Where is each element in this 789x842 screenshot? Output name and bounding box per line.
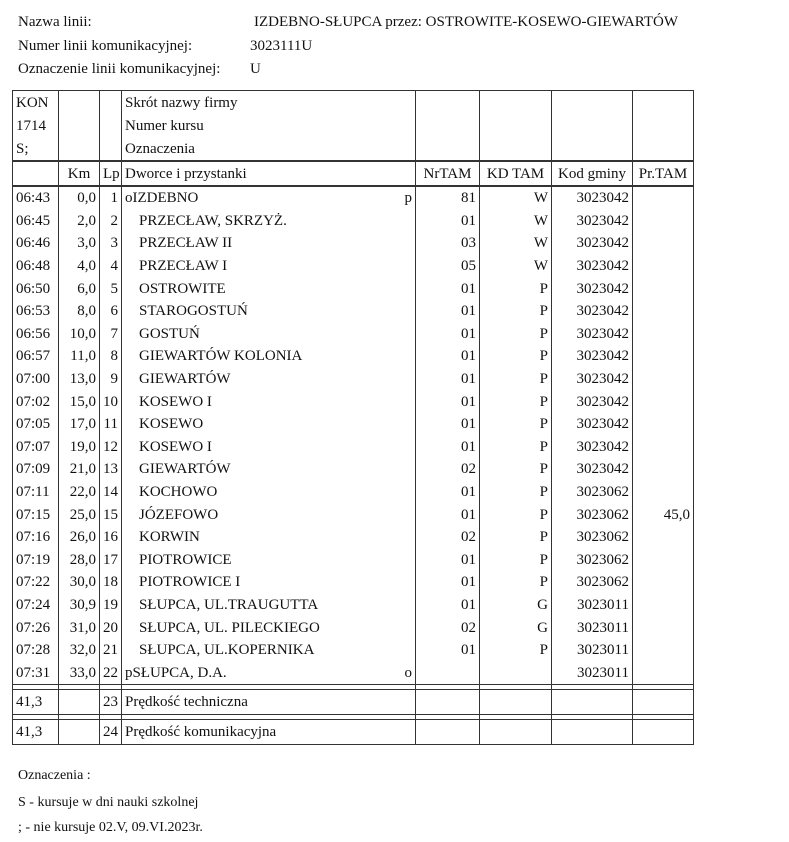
table-row <box>13 210 694 233</box>
km-value: 10,0 <box>59 323 100 346</box>
legend-title: Oznaczenia : <box>18 768 91 783</box>
nrtam-value: 01 <box>416 413 480 436</box>
departure-time: 07:19 <box>13 549 59 572</box>
table-row <box>13 277 694 300</box>
stop-name: PRZECŁAW II <box>139 235 233 252</box>
line-mark-value: U <box>250 61 261 77</box>
table-row <box>13 458 694 481</box>
table-row <box>13 481 694 504</box>
departure-time: 06:50 <box>13 277 59 300</box>
stop-name: SŁUPCA, UL. PILECKIEGO <box>139 619 320 636</box>
stop-lp: 9 <box>100 368 122 391</box>
summary-row <box>13 720 694 745</box>
prtam-value <box>633 255 694 278</box>
km-value: 30,9 <box>59 594 100 617</box>
kdtam-value: W <box>480 210 552 233</box>
stop-lp: 12 <box>100 436 122 459</box>
nrtam-value: 01 <box>416 639 480 662</box>
stop-name: KOSEWO <box>139 416 204 433</box>
km-value: 13,0 <box>59 368 100 391</box>
prtam-value <box>633 186 694 210</box>
departure-time: 07:15 <box>13 503 59 526</box>
departure-time: 06:48 <box>13 255 59 278</box>
stop-lp: 18 <box>100 571 122 594</box>
table-row <box>13 186 694 210</box>
km-value: 26,0 <box>59 526 100 549</box>
prtam-value <box>633 232 694 255</box>
km-value: 17,0 <box>59 413 100 436</box>
prtam-value <box>633 390 694 413</box>
nrtam-value: 01 <box>416 481 480 504</box>
lp-header: Lp <box>100 161 122 186</box>
nrtam-value: 01 <box>416 323 480 346</box>
table-row <box>13 661 694 684</box>
line-mark-label: Oznaczenie linii komunikacyjnej: <box>18 61 221 77</box>
kdtam-value: W <box>480 255 552 278</box>
kod-gminy-value: 3023062 <box>552 549 633 572</box>
table-row <box>13 390 694 413</box>
stop-name: SŁUPCA, UL.TRAUGUTTA <box>139 596 319 613</box>
stop-name: OSTROWITE <box>139 280 226 297</box>
table-row <box>13 413 694 436</box>
nrtam-value: 01 <box>416 594 480 617</box>
nrtam-value: 03 <box>416 232 480 255</box>
kdtam-value: P <box>480 481 552 504</box>
km-value: 6,0 <box>59 277 100 300</box>
nrtam-value: 01 <box>416 571 480 594</box>
departure-time: 07:28 <box>13 639 59 662</box>
kod-gminy-value: 3023042 <box>552 436 633 459</box>
km-value: 15,0 <box>59 390 100 413</box>
prtam-value <box>633 661 694 684</box>
line-number-label: Numer linii komunikacyjnej: <box>18 38 193 54</box>
stop-name: KOSEWO I <box>139 393 212 410</box>
table-row <box>13 594 694 617</box>
departure-time: 07:22 <box>13 571 59 594</box>
kod-gminy-value: 3023042 <box>552 232 633 255</box>
kdtam-value: G <box>480 594 552 617</box>
departure-time: 07:11 <box>13 481 59 504</box>
stop-name: KOCHOWO <box>139 484 218 501</box>
stop-name: GIEWARTÓW <box>139 461 231 478</box>
km-value: 33,0 <box>59 661 100 684</box>
line-number-row <box>18 38 313 55</box>
nrtam-header: NrTAM <box>416 161 480 186</box>
prtam-value <box>633 549 694 572</box>
table-row <box>13 549 694 572</box>
timetable <box>12 90 694 745</box>
kod-gminy-value: 3023011 <box>552 661 633 684</box>
kdtam-value: P <box>480 323 552 346</box>
prtam-value <box>633 594 694 617</box>
nrtam-value: 05 <box>416 255 480 278</box>
stop-name: PIOTROWICE <box>139 551 232 568</box>
nrtam-value: 01 <box>416 277 480 300</box>
prtam-value <box>633 368 694 391</box>
km-value: 30,0 <box>59 571 100 594</box>
course-company-code: KON <box>13 91 59 115</box>
departure-time: 07:24 <box>13 594 59 617</box>
table-row <box>13 368 694 391</box>
kod-gminy-value: 3023011 <box>552 594 633 617</box>
kod-gminy-value: 3023042 <box>552 413 633 436</box>
stop-lp: 16 <box>100 526 122 549</box>
kdtam-value: P <box>480 300 552 323</box>
legend-item: ; - nie kursuje 02.V, 09.VI.2023r. <box>18 820 203 835</box>
stop-name: KORWIN <box>139 529 200 546</box>
km-header: Km <box>59 161 100 186</box>
table-row <box>13 255 694 278</box>
stop-name: SŁUPCA, UL.KOPERNIKA <box>139 642 315 659</box>
departure-time: 07:31 <box>13 661 59 684</box>
course-header-row-3 <box>13 137 694 161</box>
nrtam-value: 01 <box>416 503 480 526</box>
prtam-value <box>633 210 694 233</box>
departure-time: 06:57 <box>13 345 59 368</box>
stop-lp: 4 <box>100 255 122 278</box>
kod-gminy-value: 3023062 <box>552 571 633 594</box>
kdtam-value: P <box>480 413 552 436</box>
kod-gminy-value: 3023042 <box>552 390 633 413</box>
column-header-row <box>13 161 694 186</box>
kdtam-value: P <box>480 549 552 572</box>
km-value: 32,0 <box>59 639 100 662</box>
kod-gminy-value: 3023062 <box>552 481 633 504</box>
kod-gminy-value: 3023042 <box>552 186 633 210</box>
stop-name: GOSTUŃ <box>139 325 200 342</box>
kdtam-value: P <box>480 345 552 368</box>
kdtam-value: P <box>480 436 552 459</box>
departure-time: 07:26 <box>13 616 59 639</box>
km-value: 11,0 <box>59 345 100 368</box>
departure-time: 06:56 <box>13 323 59 346</box>
stop-lp: 15 <box>100 503 122 526</box>
km-value: 21,0 <box>59 458 100 481</box>
stops-header: Dworce i przystanki <box>122 161 416 186</box>
km-value: 25,0 <box>59 503 100 526</box>
departure-time: 07:00 <box>13 368 59 391</box>
prtam-value <box>633 481 694 504</box>
table-row <box>13 436 694 459</box>
km-value: 2,0 <box>59 210 100 233</box>
stop-name: KOSEWO I <box>139 438 212 455</box>
kdtam-value: P <box>480 571 552 594</box>
departure-time: 07:09 <box>13 458 59 481</box>
kdtam-value: W <box>480 232 552 255</box>
nrtam-value: 01 <box>416 436 480 459</box>
kod-gminy-value: 3023062 <box>552 503 633 526</box>
summary-lp: 24 <box>100 720 122 745</box>
kdtam-value: G <box>480 616 552 639</box>
prtam-value <box>633 571 694 594</box>
prtam-value: 45,0 <box>633 503 694 526</box>
stop-lp: 6 <box>100 300 122 323</box>
km-value: 8,0 <box>59 300 100 323</box>
stop-lp: 20 <box>100 616 122 639</box>
stop-name: PRZECŁAW, SKRZYŻ. <box>139 212 287 229</box>
kod-gminy-header: Kod gminy <box>552 161 633 186</box>
course-number-label: Numer kursu <box>122 114 416 137</box>
prtam-value <box>633 345 694 368</box>
table-row <box>13 345 694 368</box>
kod-gminy-value: 3023042 <box>552 323 633 346</box>
table-row <box>13 616 694 639</box>
stop-name: PRZECŁAW I <box>139 258 228 275</box>
stop-name: PIOTROWICE I <box>139 574 241 591</box>
kod-gminy-value: 3023062 <box>552 526 633 549</box>
km-value: 19,0 <box>59 436 100 459</box>
stop-name: IZDEBNO <box>132 190 199 207</box>
stop-lp: 3 <box>100 232 122 255</box>
stop-name: GIEWARTÓW <box>139 371 231 388</box>
departure-time: 06:46 <box>13 232 59 255</box>
nrtam-value: 01 <box>416 368 480 391</box>
stop-name: GIEWARTÓW KOLONIA <box>139 348 303 365</box>
kdtam-header: KD TAM <box>480 161 552 186</box>
nrtam-value: 81 <box>416 186 480 210</box>
legend-item: S - kursuje w dni nauki szkolnej <box>18 795 199 810</box>
stop-name: JÓZEFOWO <box>139 506 219 523</box>
prtam-value <box>633 526 694 549</box>
departure-time: 07:02 <box>13 390 59 413</box>
departure-time: 07:16 <box>13 526 59 549</box>
nrtam-value: 01 <box>416 210 480 233</box>
stop-lp: 17 <box>100 549 122 572</box>
kod-gminy-value: 3023042 <box>552 277 633 300</box>
departure-time: 07:07 <box>13 436 59 459</box>
km-value: 28,0 <box>59 549 100 572</box>
speed-label: Prędkość techniczna <box>122 690 416 715</box>
prtam-value <box>633 616 694 639</box>
stop-lp: 7 <box>100 323 122 346</box>
kod-gminy-value: 3023042 <box>552 300 633 323</box>
stop-lp: 10 <box>100 390 122 413</box>
table-row <box>13 323 694 346</box>
table-row <box>13 503 694 526</box>
stop-prefix-mark: p <box>125 664 133 681</box>
nrtam-value: 01 <box>416 390 480 413</box>
prtam-value <box>633 277 694 300</box>
kdtam-value: P <box>480 503 552 526</box>
line-number-value: 3023111U <box>250 38 313 54</box>
line-mark-row <box>18 61 261 78</box>
speed-value: 41,3 <box>13 720 59 745</box>
course-header-row-1 <box>13 91 694 115</box>
summary-lp: 23 <box>100 690 122 715</box>
kod-gminy-value: 3023011 <box>552 639 633 662</box>
kod-gminy-value: 3023011 <box>552 616 633 639</box>
nrtam-value: 01 <box>416 345 480 368</box>
nrtam-value <box>416 661 480 684</box>
kdtam-value <box>480 661 552 684</box>
km-value: 22,0 <box>59 481 100 504</box>
prtam-value <box>633 436 694 459</box>
kod-gminy-value: 3023042 <box>552 210 633 233</box>
prtam-value <box>633 458 694 481</box>
stop-lp: 2 <box>100 210 122 233</box>
table-row <box>13 526 694 549</box>
stop-lp: 5 <box>100 277 122 300</box>
kdtam-value: P <box>480 458 552 481</box>
stop-lp: 14 <box>100 481 122 504</box>
stop-lp: 22 <box>100 661 122 684</box>
nrtam-value: 02 <box>416 616 480 639</box>
stop-suffix-mark: o <box>404 664 412 681</box>
line-name-row <box>18 14 679 31</box>
prtam-value <box>633 413 694 436</box>
departure-time: 06:53 <box>13 300 59 323</box>
prtam-value <box>633 639 694 662</box>
summary-row <box>13 690 694 715</box>
stop-lp: 19 <box>100 594 122 617</box>
table-row <box>13 571 694 594</box>
stop-lp: 1 <box>100 186 122 210</box>
nrtam-value: 02 <box>416 458 480 481</box>
stop-lp: 8 <box>100 345 122 368</box>
course-marks: S; <box>13 137 59 161</box>
line-name-value: IZDEBNO-SŁUPCA przez: OSTROWITE-KOSEWO-GIEWARTÓW <box>254 14 679 30</box>
kdtam-value: P <box>480 526 552 549</box>
stop-suffix-mark: p <box>404 190 412 207</box>
kdtam-value: P <box>480 368 552 391</box>
stop-prefix-mark: o <box>125 190 133 207</box>
kod-gminy-value: 3023042 <box>552 255 633 278</box>
course-marks-label: Oznaczenia <box>122 137 416 161</box>
prtam-value <box>633 323 694 346</box>
prtam-header: Pr.TAM <box>633 161 694 186</box>
line-name-label: Nazwa linii: <box>18 14 92 30</box>
nrtam-value: 01 <box>416 549 480 572</box>
km-value: 31,0 <box>59 616 100 639</box>
table-row <box>13 232 694 255</box>
kdtam-value: P <box>480 277 552 300</box>
departure-time: 07:05 <box>13 413 59 436</box>
course-number: 1714 <box>13 114 59 137</box>
kdtam-value: P <box>480 390 552 413</box>
km-value: 0,0 <box>59 186 100 210</box>
kod-gminy-value: 3023042 <box>552 368 633 391</box>
speed-label: Prędkość komunikacyjna <box>122 720 416 745</box>
stop-lp: 11 <box>100 413 122 436</box>
course-header-row-2 <box>13 114 694 137</box>
company-abbrev-label: Skrót nazwy firmy <box>122 91 416 115</box>
km-value: 3,0 <box>59 232 100 255</box>
kdtam-value: P <box>480 639 552 662</box>
kod-gminy-value: 3023042 <box>552 458 633 481</box>
kdtam-value: W <box>480 186 552 210</box>
stop-lp: 21 <box>100 639 122 662</box>
speed-value: 41,3 <box>13 690 59 715</box>
prtam-value <box>633 300 694 323</box>
departure-time: 06:45 <box>13 210 59 233</box>
nrtam-value: 01 <box>416 300 480 323</box>
kod-gminy-value: 3023042 <box>552 345 633 368</box>
stop-name: SŁUPCA, D.A. <box>132 664 227 681</box>
nrtam-value: 02 <box>416 526 480 549</box>
km-value: 4,0 <box>59 255 100 278</box>
stop-lp: 13 <box>100 458 122 481</box>
table-row <box>13 300 694 323</box>
departure-time: 06:43 <box>13 186 59 210</box>
table-row <box>13 639 694 662</box>
stop-name: STAROGOSTUŃ <box>139 303 248 320</box>
